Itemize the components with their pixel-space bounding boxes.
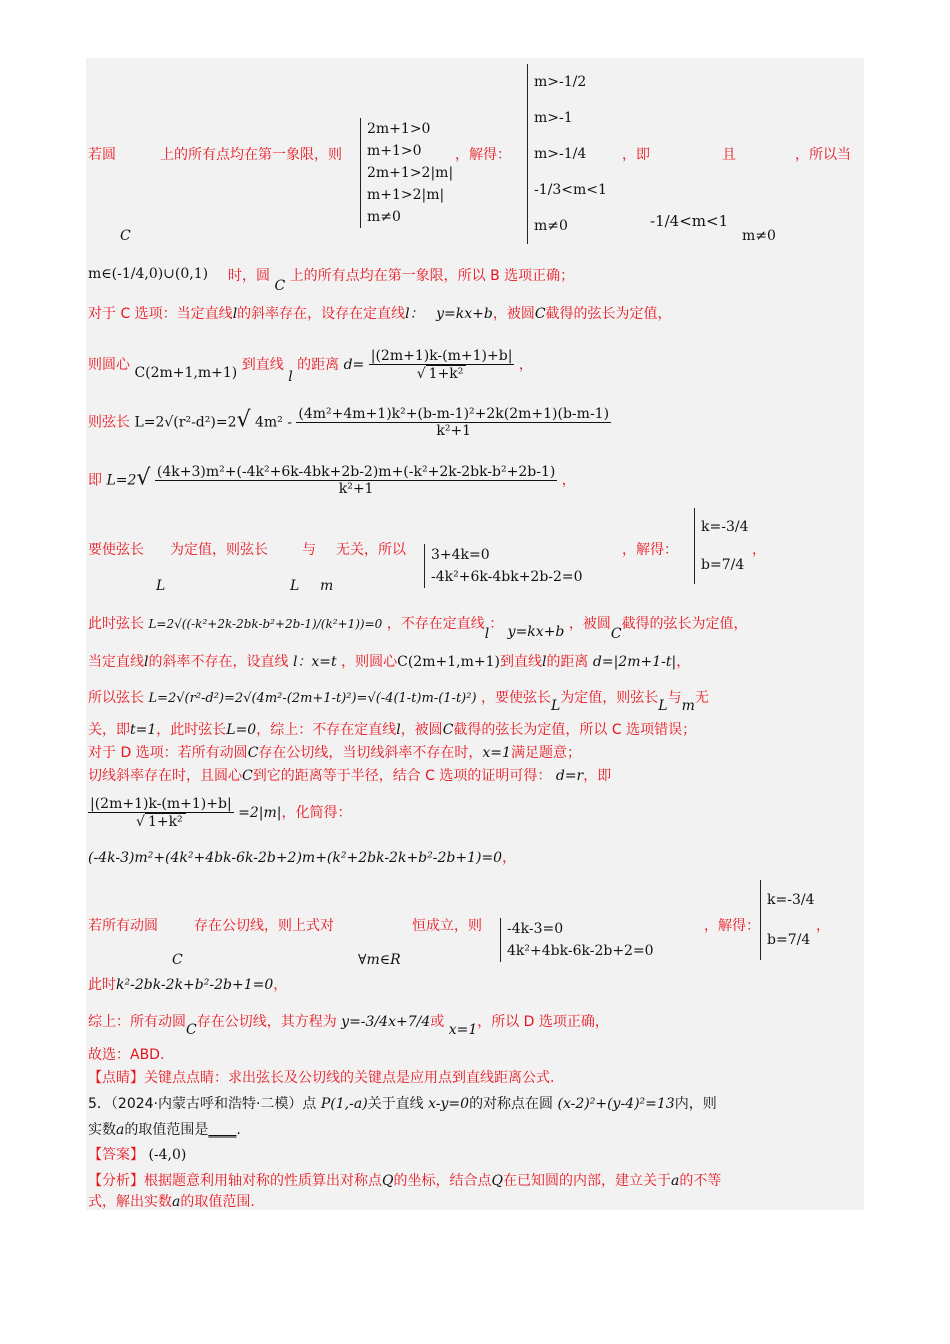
text: 当定直线: [88, 654, 144, 670]
text: 到直线: [499, 654, 542, 670]
math-l: l: [541, 654, 547, 670]
text: 对于 D 选项：若所有动圆: [88, 745, 248, 761]
text-line-7d: [336, 540, 406, 560]
text: 的取值范围是: [124, 1122, 209, 1138]
text: 到它的距离等于半径，结合 C 选项的证明可得：: [252, 768, 552, 784]
text: 时，圆: [228, 268, 270, 284]
text: ，即: [622, 147, 650, 163]
text: 即: [88, 472, 102, 489]
math-l: l: [288, 369, 293, 385]
text-comma: ，: [816, 918, 830, 934]
text: 的不等: [679, 1173, 722, 1189]
eq: 2m+1>0: [367, 121, 431, 137]
math-C: C: [120, 228, 131, 244]
text: ，被圆: [568, 616, 611, 632]
math-d-eq-r: d=r: [555, 768, 584, 784]
text-line-2: [228, 266, 575, 294]
math-line: x-y=0: [428, 1096, 470, 1112]
text-line-12: [88, 743, 581, 763]
text-line-4: 则圆心 C(2m+1,m+1) 到直线 l 的距离 d= $\frac{|(2m+1)k-(m+1)+b|}{\text{√ 1+k²}}$ ，: [88, 348, 533, 385]
answer-line: [88, 1145, 186, 1165]
chord-fraction-2: [155, 464, 557, 497]
text-line-7e: [622, 540, 678, 560]
denominator: √ 1+k²: [415, 365, 469, 382]
eq: -1/3<m<1: [534, 182, 607, 198]
text: 则弦长: [88, 414, 130, 431]
math: =2|m|: [238, 805, 282, 821]
math-L: L=0: [226, 722, 257, 738]
text: 存在公切线，当切线斜率不存在时，: [258, 745, 483, 761]
system-1: [360, 118, 453, 228]
numerator: |(2m+1)k-(m+1)+b|: [90, 796, 232, 812]
math-a: a: [116, 1122, 125, 1138]
text-line-16b: [194, 916, 334, 936]
text: 切线斜率存在时，且圆心: [88, 768, 242, 784]
text-line-7c: [302, 540, 316, 560]
text: 截得的弦长为定值，: [621, 616, 748, 632]
math-l: l：: [405, 306, 424, 322]
eq: -4k-3=0: [507, 921, 564, 937]
text: ，不存在定直线: [386, 616, 485, 632]
math-L: L: [551, 698, 561, 714]
analysis-line-1: [88, 1171, 721, 1191]
text-line-8: [88, 614, 748, 642]
system-2: [527, 64, 607, 244]
text: 到直线: [241, 357, 284, 373]
text-line-1c: [455, 145, 511, 165]
text: 关，即: [88, 722, 130, 738]
math-L: L: [658, 698, 668, 714]
math-Q: Q: [491, 1173, 503, 1189]
eq: b=7/4: [767, 932, 811, 948]
text-line-13: [88, 766, 611, 786]
text: ，: [273, 977, 288, 993]
tangent-fraction: [88, 796, 234, 830]
math-center: C(2m+1,m+1): [134, 365, 238, 381]
math-answer: (-4,0): [148, 1147, 187, 1163]
math-center: C(2m+1,m+1): [397, 654, 500, 670]
text: ，化简得：: [281, 805, 352, 821]
eq: m≠0: [534, 218, 568, 234]
eq: m+1>2|m|: [367, 187, 445, 203]
text-line-6: 即 L=2√ $\frac{\text{(4k+3)m²+(-4k²+6k-4bk+2b-2)m+(-k²+2k-2bk-b²+2b-1)}}{\text{k²+1}}$ ，: [88, 464, 576, 497]
math-chord-zero: L=2√((-k²+2k-2bk-b²+2b-1)/(k²+1))=0: [148, 617, 383, 631]
text: 为定值，则弦长: [560, 690, 659, 706]
math-chord: L=2: [106, 472, 137, 489]
text: 对于 C 选项：当定直线: [88, 306, 233, 322]
tag: 【分析】: [88, 1173, 144, 1189]
math-l: l: [396, 722, 401, 738]
system-6: [760, 880, 814, 960]
text: ，解得：: [704, 918, 760, 934]
system-4: [694, 508, 748, 584]
numerator: |(2m+1)k-(m+1)+b|: [370, 348, 513, 364]
text: ，被圆: [400, 722, 443, 738]
text: 或: [430, 1014, 445, 1030]
text: 的斜率存在，设存在定直线: [237, 306, 406, 322]
text: ，解得：: [455, 147, 511, 163]
text: ，被圆: [492, 306, 535, 322]
text: .: [236, 1122, 241, 1138]
math-x: x=1: [482, 745, 511, 761]
text: 截得的弦长为定值，所以 C 选项错误；: [453, 722, 697, 738]
text-line-9: 当定直线l的斜率不存在，设直线 l：x=t ，则圆心C(2m+1,m+1)到直线l的距离 d=|2m+1-t|，: [88, 654, 691, 670]
math: k²-2bk-2k+b²-2b+1=0: [116, 977, 274, 993]
math-x: x=1: [448, 1022, 478, 1038]
tag: 【答案】: [88, 1147, 144, 1163]
math-C: C: [172, 952, 183, 968]
text: 的对称点在圆: [469, 1096, 554, 1112]
analysis-line-2: [88, 1192, 255, 1212]
text: 若圆: [88, 147, 116, 163]
text: 故选：ABD.: [88, 1047, 165, 1063]
math-expansion: (-4k-3)m²+(4k²+4bk-6k-2b+2)m+(k²+2bk-2k+b²-2b+1)=0: [88, 850, 503, 866]
key-point: [88, 1068, 554, 1088]
math-l: l: [144, 654, 149, 670]
math-circle: (x-2)²+(y-4)²=13: [557, 1096, 675, 1112]
text: 上的所有点均在第一象限，所以 B 选项正确；: [289, 268, 575, 284]
distance-fraction: [369, 348, 515, 382]
text: ，综上：不存在定直线: [256, 722, 397, 738]
text: 则圆心: [88, 357, 130, 373]
question-5-line-2: [88, 1120, 241, 1140]
math-L: L: [156, 578, 166, 594]
text: 若所有动圆: [88, 918, 158, 934]
math-chord: L=2√(r²-d²)=2: [134, 414, 237, 431]
text: ，则圆心: [341, 654, 398, 670]
text: 的距离: [297, 357, 340, 373]
math-a: a: [670, 1173, 680, 1189]
text: 实数: [88, 1122, 116, 1138]
text-line-1f: [795, 145, 851, 165]
text: 且: [722, 147, 736, 163]
text: ，: [502, 850, 517, 866]
eq: 2m+1>2|m|: [367, 165, 454, 181]
text: 无关，所以: [336, 542, 406, 558]
math-forall: ∀m∈R: [358, 952, 401, 968]
text-line-16d: [704, 916, 760, 936]
numerator: (4k+3)m²+(-4k²+6k-4bk+2b-2)m+(-k²+2k-2bk-b²+2b-1): [156, 464, 556, 480]
math-l: l: [232, 306, 238, 322]
math: 4m² -: [254, 414, 292, 431]
text: 无: [694, 690, 709, 706]
text: ，所以当: [795, 147, 851, 163]
text-line-10: [88, 688, 709, 714]
math-C: C: [274, 278, 286, 294]
eq: m>-1/2: [534, 74, 587, 90]
math-C: C: [534, 306, 546, 322]
math-L: L: [290, 578, 300, 594]
text: 式，解出实数: [88, 1194, 172, 1210]
eq: m≠0: [367, 209, 401, 225]
system-5: [500, 918, 654, 962]
text: 存在公切线，其方程为: [196, 1014, 337, 1030]
eq: k=-3/4: [767, 892, 815, 908]
text: ，此时弦长: [156, 722, 227, 738]
text: ，所以 D 选项正确，: [477, 1014, 609, 1030]
math-m: m: [320, 578, 334, 594]
math-C: C: [610, 626, 622, 642]
tag: 【点睛】: [88, 1070, 144, 1086]
denominator: k²+1: [436, 423, 472, 439]
text: 所以弦长: [88, 690, 144, 706]
text: 在已知圆的内部，建立关于: [502, 1173, 671, 1189]
answer-blank: ____: [208, 1122, 237, 1138]
text: 要使弦长: [88, 542, 144, 558]
math-point: P(1,-a): [320, 1096, 368, 1112]
math-Q: Q: [382, 1173, 394, 1189]
denominator: k²+1: [338, 481, 374, 497]
math-m: m: [681, 698, 695, 714]
math-range: -1/4<m<1: [650, 212, 729, 230]
math-C: C: [242, 768, 253, 784]
math-l: l: [484, 626, 490, 642]
text-line-7: [88, 540, 144, 560]
text: 的取值范围.: [180, 1194, 255, 1210]
eq: -4k²+6k-4bk+2b-2=0: [431, 569, 583, 585]
eq: k=-3/4: [701, 519, 749, 535]
text: ：: [489, 616, 504, 632]
text-line-17: [88, 975, 287, 995]
text-line-1d: [622, 145, 650, 165]
text: 关键点点睛：求出弦长及公切线的关键点是应用点到直线距离公式.: [144, 1070, 555, 1086]
text-line-11: [88, 720, 696, 740]
text-line-1b: [160, 145, 342, 165]
text: ，要使弦长: [481, 690, 551, 706]
text: 此时: [88, 977, 116, 993]
math-d: d=: [343, 357, 365, 373]
text-line-1e: [722, 145, 736, 165]
text: 内，则: [674, 1096, 717, 1112]
text-line-1: [88, 145, 116, 165]
math-chord: L=2√(r²-d²)=2√(4m²-(2m+1-t)²)=√(-4(1-t)m-(1-t)²): [148, 691, 477, 706]
text: 为定值，则弦长: [170, 542, 268, 558]
math-m-range: m∈(-1/4,0)∪(0,1): [88, 266, 209, 282]
math-line-vertical: l：x=t: [292, 654, 337, 670]
text: 5．（2024·内蒙古呼和浩特·二模）点: [88, 1096, 317, 1112]
text-line-7b: [170, 540, 268, 560]
eq: 3+4k=0: [431, 547, 490, 563]
eq: 4k²+4bk-6k-2b+2=0: [507, 943, 654, 959]
question-5-line-1: [88, 1094, 717, 1114]
radicand: 1+k²: [145, 813, 186, 830]
text-line-18: [88, 1012, 609, 1038]
text: 恒成立，则: [412, 918, 482, 934]
text-line-3: [88, 304, 672, 324]
math-C: C: [442, 722, 454, 738]
text: 截得的弦长为定值，: [545, 306, 672, 322]
text: 上的所有点均在第一象限，则: [160, 147, 342, 163]
text-line-16: [88, 916, 158, 936]
text-line-15: [88, 848, 516, 868]
text: 存在公切线，则上式对: [194, 918, 334, 934]
text: 此时弦长: [88, 616, 144, 632]
text-line-16c: [412, 916, 482, 936]
text: ，即: [583, 768, 612, 784]
text: 根据题意利用轴对称的性质算出对称点: [144, 1173, 382, 1189]
text: 综上：所有动圆: [88, 1014, 186, 1030]
text-line-5: 则弦长 L=2√(r²-d²)=2√ 4m² - $\frac{\text{(4m²+4m+1)k²+(b-m-1)²+2k(2m+1)(b-m-1)}}{\text{k²+1}}$: [88, 406, 610, 439]
text: 的坐标，结合点: [393, 1173, 492, 1189]
math-a: a: [172, 1194, 181, 1210]
text: 的距离: [546, 654, 589, 670]
text: 关于直线: [367, 1096, 424, 1112]
eq: m>-1: [534, 110, 573, 126]
math-line-eq: y=kx+b: [436, 306, 493, 322]
math-C: C: [247, 745, 259, 761]
text: 的斜率不存在，设直线: [148, 654, 289, 670]
math-line-eq: y=kx+b: [507, 624, 565, 640]
answer-choice: [88, 1045, 164, 1065]
chord-fraction: [296, 406, 611, 439]
text-comma: ，: [752, 542, 766, 558]
text: 与: [667, 690, 682, 706]
text-line-14: [88, 796, 352, 830]
math-m-ne-0: m≠0: [742, 228, 776, 244]
system-3: [424, 544, 583, 588]
eq: m>-1/4: [534, 146, 587, 162]
math-C: C: [186, 1022, 197, 1038]
text: 与: [302, 542, 316, 558]
math-t: t=1: [130, 722, 157, 738]
denominator: √ 1+k²: [134, 813, 188, 830]
eq: b=7/4: [701, 557, 745, 573]
text: 满足题意；: [510, 745, 581, 761]
eq: m+1>0: [367, 143, 422, 159]
text: ，解得：: [622, 542, 678, 558]
math-tangent-line: y=-3/4x+7/4: [341, 1014, 431, 1030]
radicand: 1+k²: [426, 365, 467, 382]
math-distance: d=|2m+1-t|: [592, 654, 677, 670]
numerator: (4m²+4m+1)k²+(b-m-1)²+2k(2m+1)(b-m-1): [298, 406, 610, 422]
